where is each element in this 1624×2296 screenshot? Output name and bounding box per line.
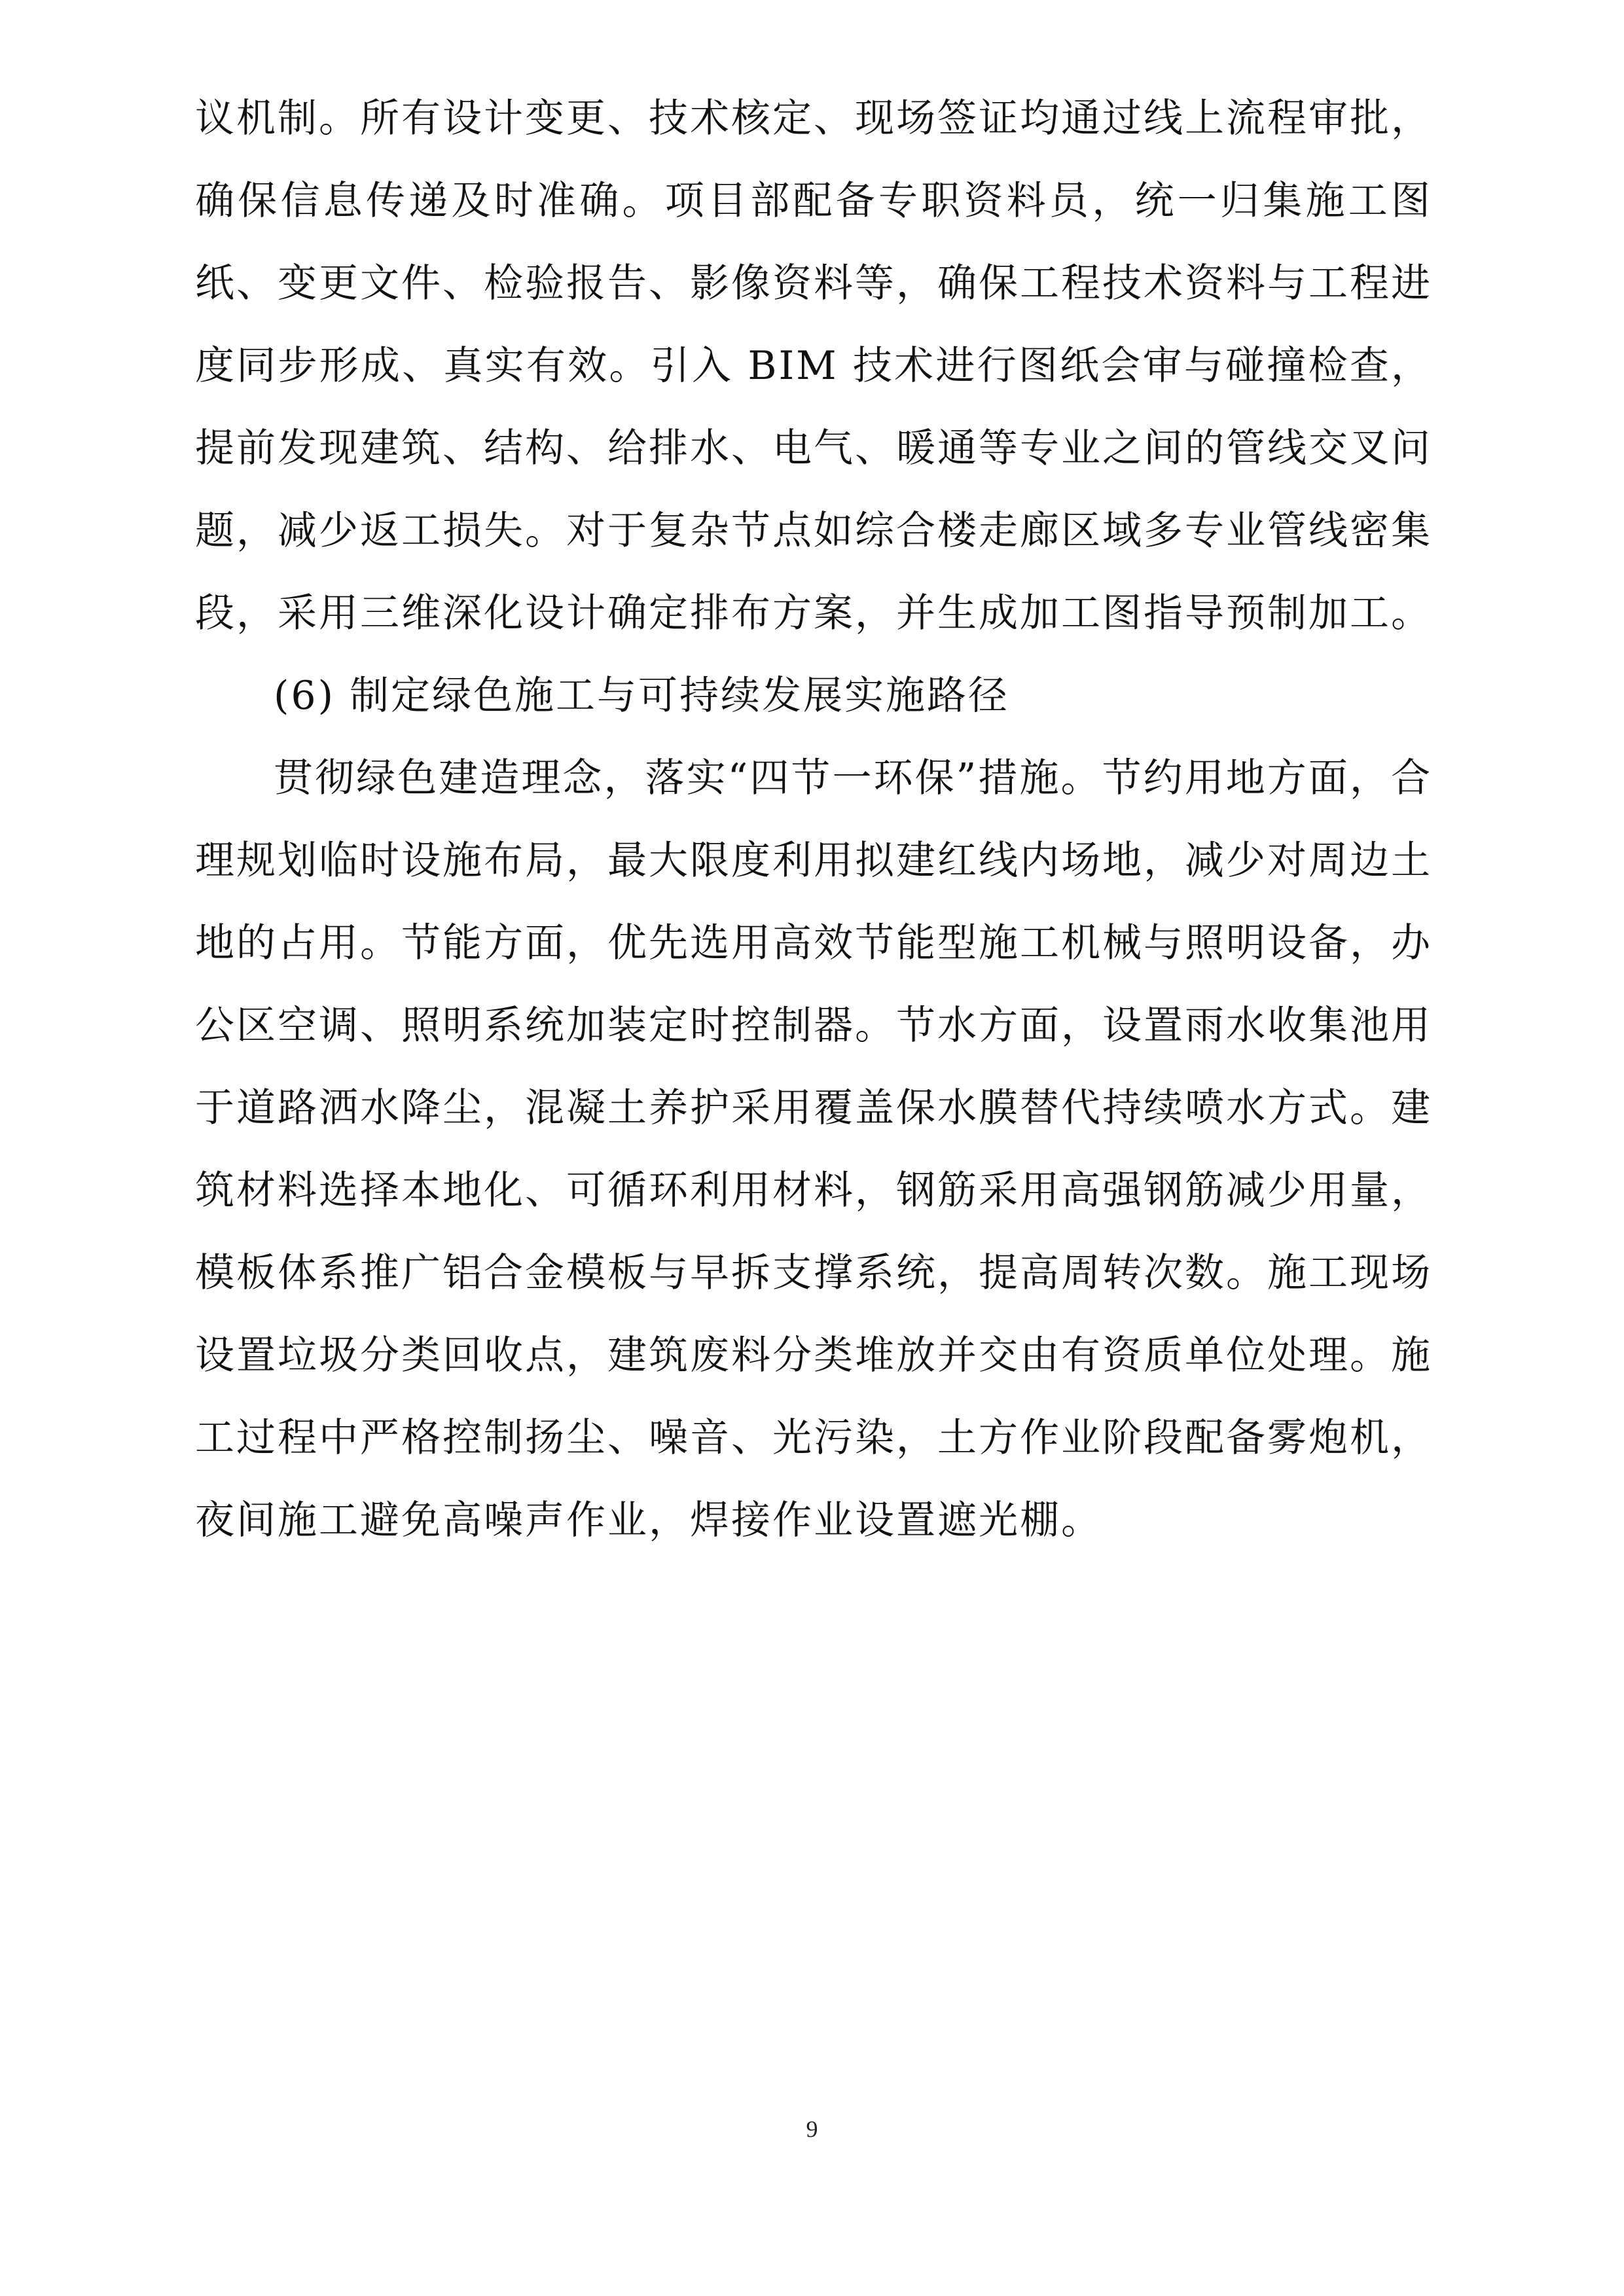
page-body bbox=[195, 77, 1432, 1562]
paragraph-green-construction: 贯彻绿色建造理念，落实“四节一环保”措施。节约用地方面，合理规划临时设施布局，最大限度利用拟建红线内场地，减少对周边土地的占用。节能方面，优先选用高效节能型施工机械与照明设备，办公区空调、照明系统加装定时控制器。节水方面，设置雨水收集池用于道路洒水降尘，混凝土养护采用覆盖保水膜替代持续喷水方式。建筑材料选择本地化、可循环利用材料，钢筋采用高强钢筋减少用量，模板体系推广铝合金模板与早拆支撑系统，提高周转次数。施工现场设置垃圾分类回收点，建筑废料分类堆放并交由有资质单位处理。施工过程中严格控制扬尘、噪音、光污染，土方作业阶段配备雾炮机，夜间施工避免高噪声作业，焊接作业设置遮光棚。 bbox=[195, 755, 1432, 1543]
section-heading: (6) 制定绿色施工与可持续发展实施路径 bbox=[274, 673, 1010, 719]
page-number: 9 bbox=[806, 2116, 818, 2142]
paragraph-continued: 议机制。所有设计变更、技术核定、现场签证均通过线上流程审批，确保信息传递及时准确。项目部配备专职资料员，统一归集施工图纸、变更文件、检验报告、影像资料等，确保工程技术资料与工程进度同步形成、真实有效。引入 BIM 技术进行图纸会审与碰撞检查，提前发现建筑、结构、给排水、电气、暖通等专业之间的管线交叉问题，减少返工损失。对于复杂节点如综合楼走廊区域多专业管线密集段，采用三维深化设计确定排布方案，并生成加工图指导预制加工。 bbox=[195, 96, 1432, 636]
